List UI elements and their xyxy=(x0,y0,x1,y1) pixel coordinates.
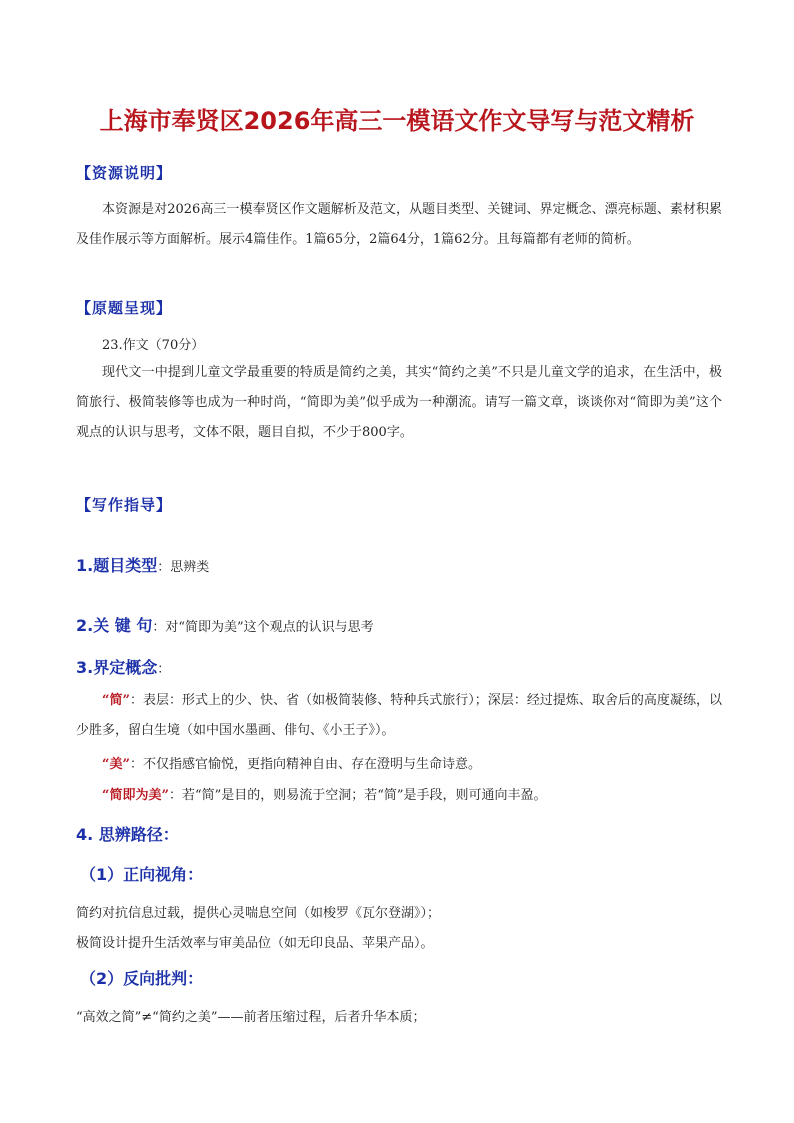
negative-heading: （2）反向批判： xyxy=(80,969,204,988)
concept-jian-ji-wei-mei xyxy=(76,781,722,811)
concept-term: “简” xyxy=(102,693,130,708)
concept-text: ：表层：形式上的少、快、省（如极简装修、特种兵式旅行）；深层：经过提炼、取舍后的高度凝练，以少胜多，留白生境（如中国水墨画、俳句、《小王子》）。 xyxy=(76,693,722,738)
concept-term: “美” xyxy=(102,757,130,772)
prompt-text: 现代文一中提到儿童文学最重要的特质是简约之美，其实“简约之美”不只是儿童文学的追求，在生活中，极简旅行、极简装修等也成为一种时尚，“简即为美”似乎成为一种潮流。请写一篇文章，谈谈你对“简即为美”这个观点的认识与思考，文体不限，题目自拟，不少于800字。 xyxy=(76,365,722,440)
concept-term: “简即为美” xyxy=(102,788,169,803)
resource-text: 本资源是对2026高三一模奉贤区作文题解析及范文，从题目类型、关键词、界定概念、漂亮标题、素材积累及佳作展示等方面解析。展示4篇佳作。1篇65分，2篇64分，1篇62分。且每篇都有老师的简析。 xyxy=(76,202,722,247)
concept-text: ：不仅指感官愉悦，更指向精神自由、存在澄明与生命诗意。 xyxy=(129,757,481,772)
document-title: 上海市奉贤区2026年高三一模语文作文导写与范文精析 xyxy=(99,107,695,135)
question-type-row xyxy=(76,553,209,576)
concept-text: ：若“简”是目的，则易流于空洞；若“简”是手段，则可通向丰盈。 xyxy=(168,788,547,803)
key-sentence-row xyxy=(76,613,374,636)
prompt-label: 23.作文（70分） xyxy=(102,338,205,353)
resource-heading: 【资源说明】 xyxy=(76,164,173,182)
positive-line: 简约对抗信息过载，提供心灵喘息空间（如梭罗《瓦尔登湖》）； xyxy=(76,906,441,921)
concept-label: 3.界定概念 xyxy=(76,658,158,677)
negative-line: “高效之简”≠“简约之美”——前者压缩过程，后者升华本质； xyxy=(76,1010,426,1025)
prompt-heading: 【原题呈现】 xyxy=(76,299,173,317)
concept-row xyxy=(76,655,170,678)
question-type-value: ：思辨类 xyxy=(157,560,210,575)
positive-line: 极简设计提升生活效率与审美品位（如无印良品、苹果产品）。 xyxy=(76,936,434,951)
guide-heading: 【写作指导】 xyxy=(76,496,173,514)
concept-colon: ： xyxy=(157,662,171,677)
positive-heading: （1）正向视角： xyxy=(80,865,204,884)
key-sentence-value: ：对“简即为美”这个观点的认识与思考 xyxy=(152,620,374,635)
concept-jian xyxy=(76,686,722,746)
question-type-label: 1.题目类型 xyxy=(76,556,158,575)
concept-mei xyxy=(76,750,722,780)
path-heading: 4. 思辨路径： xyxy=(76,825,179,844)
key-sentence-label: 2.关 键 句 xyxy=(76,616,153,635)
